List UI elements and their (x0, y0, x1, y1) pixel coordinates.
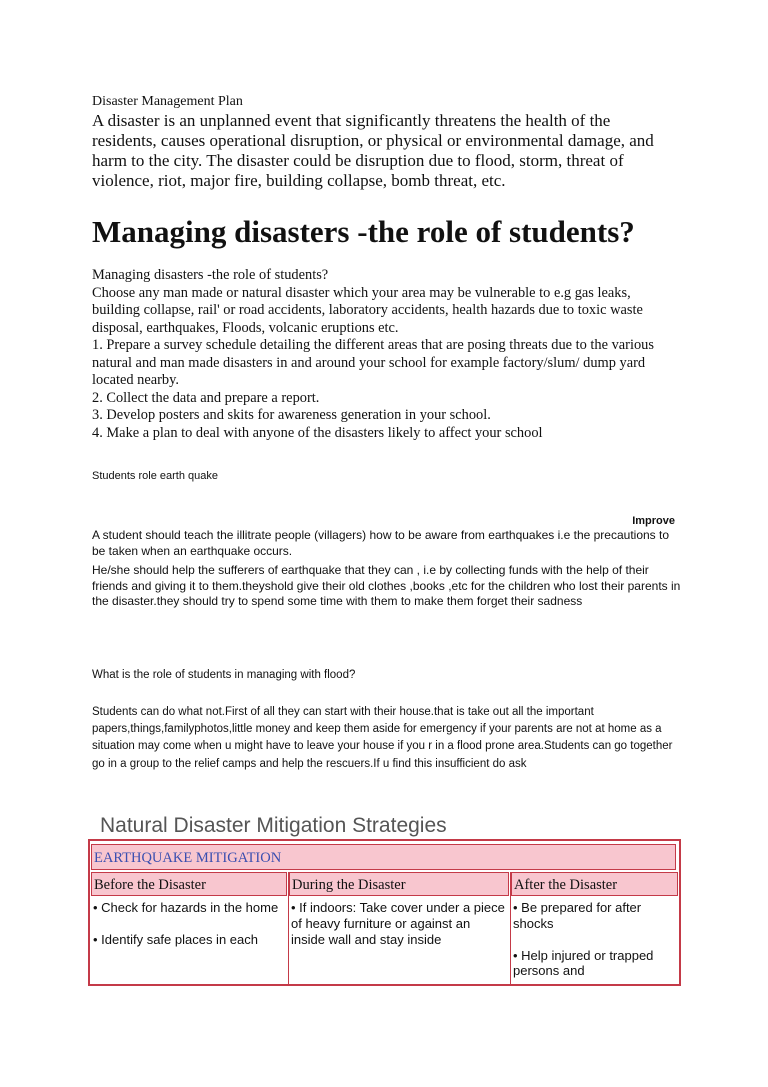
main-heading: Managing disasters -the role of students? (92, 214, 635, 249)
after-disaster-header: After the Disaster (511, 872, 678, 896)
during-item: • If indoors: Take cover under a piece of heavy furniture or against an inside wall and stay inside (291, 900, 505, 947)
during-disaster-header: During the Disaster (289, 872, 509, 896)
earthquake-mitigation-header: EARTHQUAKE MITIGATION (91, 844, 676, 870)
earthquake-label: Students role earth quake (92, 470, 218, 482)
before-item: • Check for hazards in the home (93, 900, 279, 915)
roles-step-4: 4. Make a plan to deal with anyone of the disasters likely to affect your school (92, 424, 543, 441)
before-disaster-header: Before the Disaster (91, 872, 287, 896)
after-disaster-cell (511, 898, 678, 986)
roles-step-1: 1. Prepare a survey schedule detailing the different areas that are posing threats due to the various natural and man made disasters in and around your school for example factory/slum/ dump yard located nearby. (92, 337, 654, 388)
roles-step-2: 2. Collect the data and prepare a report. (92, 389, 320, 406)
student-roles-section (92, 267, 682, 442)
document-title: Disaster Management Plan (92, 94, 243, 109)
improve-link[interactable]: Improve (632, 515, 675, 527)
during-disaster-cell (289, 898, 509, 986)
mitigation-table (88, 839, 681, 986)
earthquake-paragraph-2: He/she should help the sufferers of earthquake that they can , i.e by collecting funds with the help of their friends and giving it to them.theyshold give their old clothes ,books ,etc for the children who lost their parents in the disaster.they should try to spend some time with them to make them forget their sadness (92, 563, 681, 608)
earthquake-paragraph-1: A student should teach the illitrate people (villagers) how to be aware from earthquakes i.e the precautions to be taken when an earthquake occurs. (92, 528, 670, 558)
before-item: • Identify safe places in each (93, 931, 258, 947)
intro-paragraph: A disaster is an unplanned event that significantly threatens the health of the residents, causes operational disruption, or physical or environmental damage, and harm to the city. The disaster could be disruption due to flood, storm, threat of violence, riot, major fire, building collapse, bomb threat, etc. (92, 111, 654, 190)
after-item: • Help injured or trapped persons and (513, 947, 654, 979)
roles-body: Choose any man made or natural disaster which your area may be vulnerable to e.g gas leaks, building collapse, rail' or road accidents, laboratory accidents, health hazards due to toxic waste disposal, earthquakes, Floods, volcanic eruptions etc. (92, 284, 643, 336)
roles-step-3: 3. Develop posters and skits for awareness generation in your school. (92, 407, 491, 423)
flood-question: What is the role of students in managing with flood? (92, 669, 356, 681)
after-item: • Be prepared for after shocks (513, 900, 642, 931)
before-disaster-cell (91, 898, 287, 986)
mitigation-title: Natural Disaster Mitigation Strategies (100, 814, 447, 837)
roles-subtitle: Managing disasters -the role of students? (92, 267, 329, 283)
flood-answer: Students can do what not.First of all they can start with their house.that is take out all the important papers,things,familyphotos,little money and keep them aside for emergency if your parents are not at home as a situation may come when u might have to leave your house if you r in a flood prone area.Students can go together go in a group to the relief camps and help the rescuers.If u find this insufficient do ask (92, 706, 673, 770)
